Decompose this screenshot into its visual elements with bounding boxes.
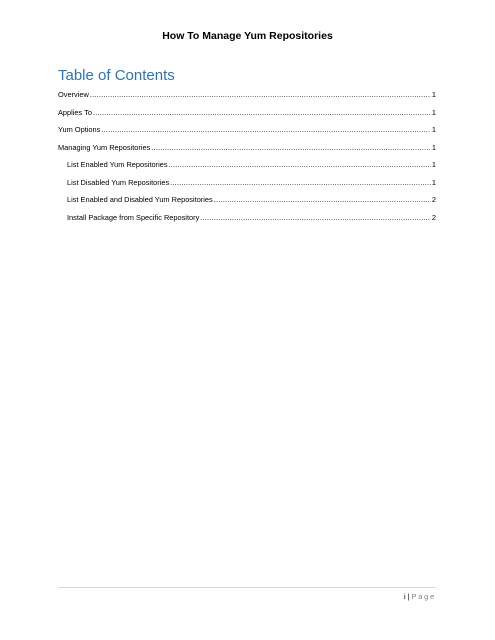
toc-entry-list-disabled[interactable] [58,178,436,196]
toc-entry-text: List Disabled Yum Repositories [67,177,170,187]
toc-entry-text: Overview [58,90,89,99]
footer-divider [58,587,436,588]
toc-entry-overview[interactable] [58,90,436,108]
toc-entry-list-enabled[interactable] [58,160,436,178]
toc-entry-page: 1 [431,107,436,117]
footer-page-number [404,592,436,602]
toc-leader-dots [90,90,431,100]
toc-entry-page: 2 [431,212,436,222]
toc-entry-text: Yum Options [58,125,101,134]
toc-leader-dots [200,213,431,223]
toc-leader-dots [214,195,431,205]
toc-entry-applies-to[interactable] [58,108,436,126]
toc-entry-text: Applies To [58,107,92,117]
toc-entry-text: List Enabled and Disabled Yum Repositories [67,195,213,204]
toc-entry-text: Managing Yum Repositories [58,142,151,152]
toc-leader-dots [170,178,431,188]
toc-leader-dots [151,143,431,153]
footer-page-number-value: i [403,592,406,601]
toc-entry-yum-options[interactable] [58,125,436,143]
toc-leader-dots [101,125,431,135]
toc-entry-install-package[interactable] [58,213,436,231]
toc-entry-text: Install Package from Specific Repository [67,212,200,222]
toc-leader-dots [93,108,431,118]
document-title: How To Manage Yum Repositories [162,30,333,42]
toc-entry-page: 1 [431,90,436,99]
footer-page-label: Page [411,592,436,601]
toc-entry-managing-yum-repositories[interactable] [58,143,436,161]
toc-entry-page: 1 [431,142,436,152]
toc-list [58,90,436,230]
toc-entry-page: 1 [431,177,436,187]
toc-entry-page: 1 [431,160,436,169]
toc-entry-text: List Enabled Yum Repositories [67,160,168,169]
toc-entry-list-enabled-and-disabled[interactable] [58,195,436,213]
footer-separator: | [407,592,410,601]
toc-leader-dots [169,160,431,170]
toc-heading: Table of Contents [58,67,175,84]
toc-entry-page: 1 [431,125,436,134]
toc-entry-page: 2 [431,195,436,204]
